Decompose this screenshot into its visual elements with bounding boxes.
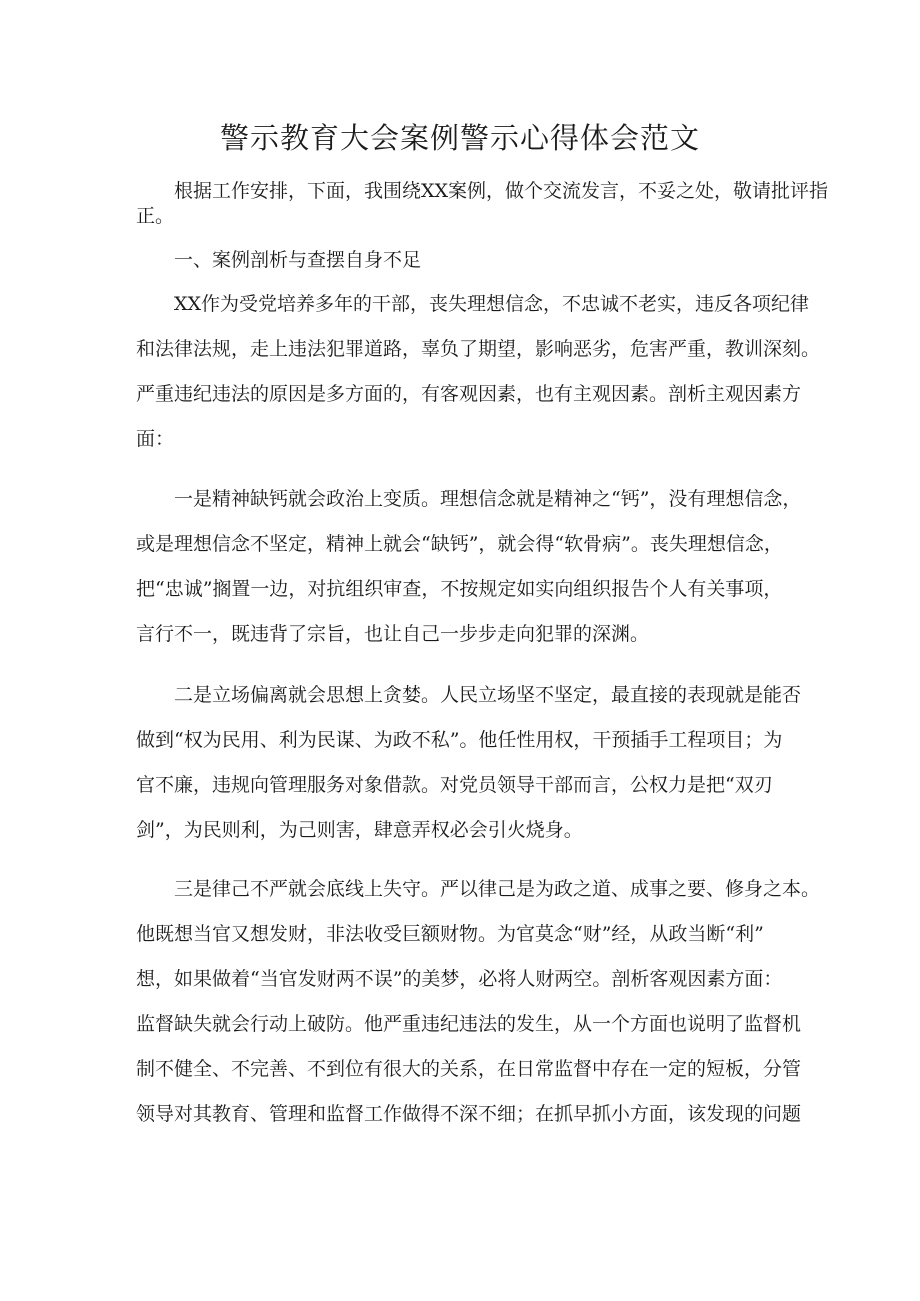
paragraph-line: 把“忠诚”搁置一边，对抗组织审查，不按规定如实向组织报告个人有关事项， (136, 578, 783, 600)
paragraph-line: 三是律己不严就会底线上失守。严以律己是为政之道、成事之要、修身之本。 (136, 878, 821, 900)
paragraph-line: 做到“权为民用、利为民谋、为政不私”。他任性用权，干预插手工程项目；为 (136, 729, 783, 751)
paragraph-line: XX作为受党培养多年的干部，丧失理想信念，不忠诚不老实，违反各项纪律 (136, 293, 810, 315)
paragraph-line: 官不廉，违规向管理服务对象借款。对党员领导干部而言，公权力是把“双刃 (136, 774, 773, 796)
paragraph-line: 领导对其教育、管理和监督工作做得不深不细；在抓早抓小方面，该发现的问题 (136, 1103, 802, 1125)
paragraph-line: 一是精神缺钙就会政治上变质。理想信念就是精神之“钙”，没有理想信念， (136, 488, 802, 510)
paragraph-line: 正。 (136, 205, 175, 227)
paragraph-line: 或是理想信念不坚定，精神上就会“缺钙”，就会得“软骨病”。丧失理想信念， (136, 533, 783, 555)
paragraph-line: 他既想当官又想发财，非法收受巨额财物。为官莫念“财”经，从政当断“利” (136, 923, 764, 945)
paragraph-line: 根据工作安排，下面，我围绕XX案例，做个交流发言，不妥之处，敬请批评指 (136, 180, 829, 202)
section-heading: 一、案例剖析与查摆自身不足 (136, 249, 422, 271)
paragraph-line: 制不健全、不完善、不到位有很大的关系，在日常监督中存在一定的短板，分管 (136, 1058, 802, 1080)
paragraph-line: 言行不一，既违背了宗旨，也让自己一步步走向犯罪的深渊。 (136, 623, 650, 645)
paragraph-line: 严重违纪违法的原因是多方面的，有客观因素，也有主观因素。剖析主观因素方 (136, 383, 802, 405)
paragraph-line: 和法律法规，走上违法犯罪道路，辜负了期望，影响恶劣，危害严重，教训深刻。 (136, 338, 821, 360)
paragraph-line: 想，如果做着“当官发财两不误”的美梦，必将人财两空。剖析客观因素方面： (136, 968, 783, 990)
paragraph-line: 二是立场偏离就会思想上贪婪。人民立场坚不坚定，最直接的表现就是能否 (136, 684, 802, 706)
paragraph-line: 监督缺失就会行动上破防。他严重违纪违法的发生，从一个方面也说明了监督机 (136, 1013, 802, 1035)
paragraph-line: 剑”，为民则利，为己则害，肆意弄权必会引火烧身。 (136, 819, 583, 841)
document-title: 警示教育大会案例警示心得体会范文 (219, 121, 700, 155)
paragraph-line: 面： (136, 428, 175, 450)
